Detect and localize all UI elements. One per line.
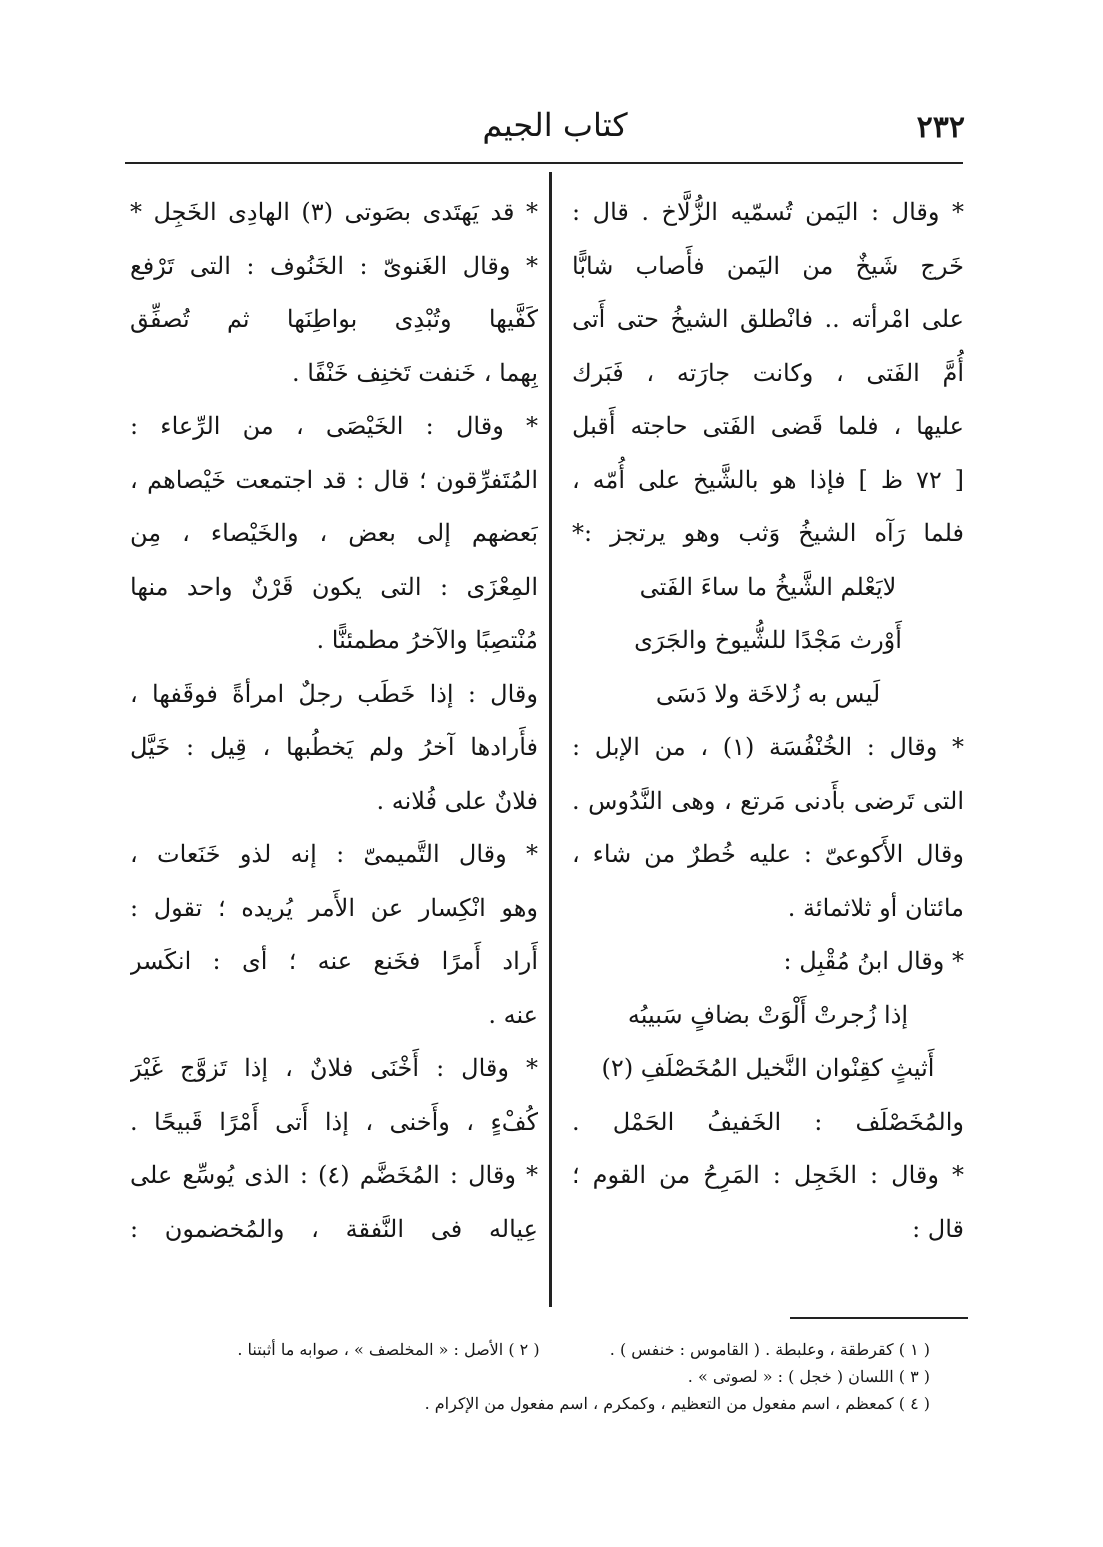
footnote-2: ( ٢ ) الأصل : « المخلصف » ، صوابه ما أثبتنا . (237, 1340, 540, 1359)
header-rule (125, 162, 963, 164)
text-line: * وقال : اليَمن تُسمّيه الزُّلَّاخ . قال : (572, 198, 964, 226)
text-line: كُفْءٍ ، وأَخنى ، إذا أَتى أَمْرًا قَبيحًا . (130, 1107, 538, 1136)
running-title: كتاب الجيم (482, 106, 628, 144)
text-line: عليها ، فلما قَضى الفَتى حاجته أَقبل (572, 412, 964, 440)
verse-line: أَثيثٍ كقِنْوان النَّخيل المُخَصْلَفِ (٢) (601, 1054, 935, 1082)
text-line: بَعضهم إلى بعض ، والخَيْصاء ، مِن (130, 519, 538, 547)
text-line: على امْرأته .. فانْطلق الشيخُ حتى أَتى (572, 305, 964, 333)
text-line: * وقال : الخُنْفُسَة (١) ، من الإبل : (572, 733, 964, 761)
text-line: عنه . (488, 1000, 538, 1029)
text-line: كَفَّيها وتُبْدِى بواطِنَها ثم تُصفِّق (130, 305, 538, 333)
footnotes (150, 1336, 930, 1417)
footnote-row (150, 1336, 930, 1363)
text-line: فأَرادها آخرُ ولم يَخطُبها ، قِيل : خَيَّل (130, 733, 538, 761)
text-line: مُنْتصِبًا والآخرُ مطمئنًّا . (316, 626, 538, 654)
verse-line: إذا زُجرتْ أَلْوَتْ بضافٍ سَبيبُه (627, 1000, 909, 1029)
verse-line: * قد يَهتَدى بصَوتى (٣) الهادِى الخَجِل * (130, 198, 538, 226)
text-line: والمُخَصْلَف : الخَفيفُ الحَمْل . (572, 1107, 964, 1136)
text-line: * وقال : أَخْنَى فلانٌ ، إذا تَزوَّج غَيْرَ (130, 1054, 538, 1082)
footnote-1: ( ١ ) كقرطقة ، وعلبطة . ( القاموس : خنفس ) . (609, 1340, 930, 1359)
text-line: خَرج شَيخٌ من اليَمن فأَصاب شابًّا (572, 251, 964, 280)
text-line: التى تَرضى بأَدنى مَرتع ، وهى النَّدُوس . (572, 786, 964, 815)
verse-line: أَوْرث مَجْدًا للشُّيوخ والجَرَى (634, 626, 902, 654)
text-line: * وقال الغَنوىّ : الخَنُوف : التى تَرْفع (130, 251, 538, 280)
right-column (572, 186, 964, 1256)
text-line: المُتَفرِّقون ؛ قال : قد اجتمعت خَيْصاهم ، (130, 465, 538, 494)
column-divider (549, 172, 552, 1307)
text-line: * وقال : المُخَضَّم (٤) : الذى يُوسِّع على (130, 1161, 538, 1189)
text-line: مائتان أو ثلاثمائة . (787, 893, 964, 922)
text-line: المِعْزَى : التى يكون قَرْنٌ واحد منها (130, 572, 538, 601)
text-line: عِياله فى النَّفقة ، والمُخضمون : (130, 1214, 538, 1243)
text-line: * وقال : الخَجِل : المَرِحُ من القوم ؛ (572, 1161, 964, 1189)
footnote-4: ( ٤ ) كمعظم ، اسم مفعول من التعظيم ، وكمكرم ، اسم مفعول من الإكرام . (424, 1394, 930, 1413)
text-line: * وقال : الخَيْصَى ، من الرِّعاء : (130, 412, 538, 440)
verse-line: لَيس به زُلاخَة ولا دَسَى (655, 679, 881, 708)
text-line: فلما رَآه الشيخُ وَثب وهو يرتجز :* (572, 519, 964, 547)
text-line: بِهما ، خَنفت تَخنِف خَنْفًا . (291, 358, 538, 387)
text-line: * وقال التَّميمىّ : إنه لذو خَنَعات ، (130, 840, 538, 868)
text-line: * وقال ابنُ مُقْبِل : (783, 947, 964, 975)
left-column (130, 186, 538, 1256)
text-line: قال : (912, 1214, 964, 1243)
text-line: وقال : إذا خَطَب رجلٌ امرأةً فوقَفها ، (130, 679, 538, 708)
text-line: فلانٌ على فُلانه . (376, 786, 538, 815)
text-line: وهو انْكِسار عن الأَمر يُريده ؛ تقول : (130, 893, 538, 922)
text-line: أُمَّ الفَتى ، وكانت جارَته ، فَبَرك (572, 358, 964, 387)
page-number: ٢٣٢ (916, 110, 965, 145)
verse-line: لايَعْلم الشَّيخُ ما ساءَ الفَتى (639, 572, 897, 601)
text-line: وقال الأَكوعىّ : عليه خُطرٌ من شاء ، (572, 840, 964, 868)
text-line: أَراد أَمرًا فخَنع عنه ؛ أى : انكَسر (130, 947, 538, 975)
footnote-3: ( ٣ ) اللسان ( خجل ) : « لصوتى » . (687, 1367, 930, 1386)
footnote-rule (790, 1317, 968, 1319)
text-line: [ ٧٢ ظ ] فإذا هو بالشَّيخ على أُمّه ، (572, 465, 964, 494)
